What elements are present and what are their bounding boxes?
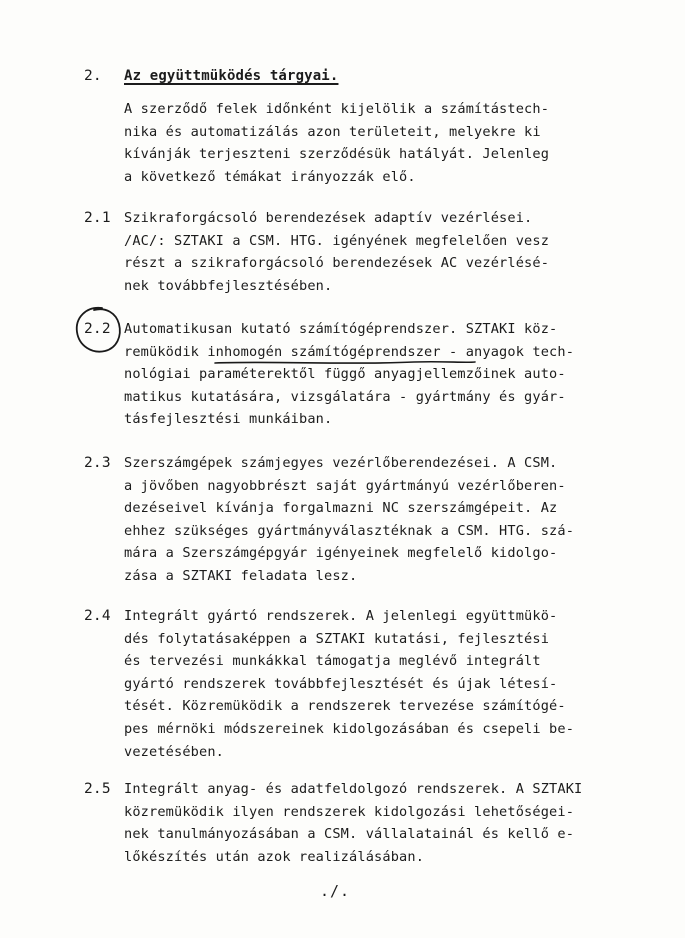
intro-line: kívánják terjeszteni szerződésük hatályát. Jelenleg [124,146,550,163]
item-line: Szerszámgépek számjegyes vezérlőberendezései. A CSM. [124,455,558,471]
item-line: /AC/: SZTAKI a CSM. HTG. igényének megfelelően vesz [124,232,550,249]
item-line: nek tanulmányozásában a CSM. vállalatainál és kellő e- [124,826,575,843]
item-line: Szikraforgácsoló berendezések adaptív vezérlései. [124,210,533,226]
item-number: 2.2 [84,321,111,337]
item-line: tését. Közremüködik a rendszerek tervezése számítógé- [124,698,566,715]
item-line: tásfejlesztési munkáiban. [124,411,333,428]
item-line: a jövőben nagyobbrészt saját gyártmányú vezérlőberen- [124,477,566,494]
item-number: 2.4 [84,608,111,624]
item-line: nológiai paraméterektől függő anyagjellemzőinek auto- [124,366,566,383]
item-line: Integrált anyag- és adatfeldolgozó rendszerek. A SZTAKI [124,781,583,797]
item-line: részt a szikraforgácsoló berendezések AC vezérlésé- [124,255,550,272]
item-line: pes mérnöki módszereinek kidolgozásában és csepeli be- [124,720,575,737]
section-number: 2. [84,68,102,84]
item-line: dezéseivel kívánja forgalmazni NC szerszámgépeit. Az [124,500,558,517]
item-line: remüködik inhomogén számítógéprendszer - anyagok tech- [124,343,575,360]
section-title: Az együttmüködés tárgyai. [124,68,339,84]
intro-line: nika és automatizálás azon területeit, melyekre ki [124,123,541,140]
item-line: mára a Szerszámgépgyár igényeinek megfelelő kidolgo- [124,545,558,562]
item-line: Automatikusan kutató számítógéprendszer. SZTAKI köz- [124,321,558,337]
handwritten-underline-mark [214,359,476,367]
item-line: lőkészítés után azok realizálásában. [124,848,425,865]
item-line: ehhez szükséges gyártmányválasztéknak a CSM. HTG. szá- [124,522,575,539]
handwritten-circle-mark [72,304,124,356]
intro-line: a következő témákat irányozzák elő. [124,168,416,185]
item-number: 2.5 [84,781,111,797]
item-line: közremüködik ilyen rendszerek kidolgozási lehetőségei- [124,803,575,820]
item-line: és tervezési munkákkal támogatja meglévő integrált [124,653,541,670]
item-line: zása a SZTAKI feladata lesz. [124,567,358,584]
item-line: matikus kutatására, vizsgálatára - gyártmány és gyár- [124,388,566,405]
item-line: dés folytatásaképpen a SZTAKI kutatási, fejlesztési [124,630,550,647]
item-line: Integrált gyártó rendszerek. A jelenlegi együttmükö- [124,608,558,624]
intro-line: A szerződő felek időnként kijelölik a számítástech- [124,101,550,117]
item-number: 2.1 [84,210,111,226]
continuation-mark: ./. [320,882,351,900]
item-line: nek továbbfejlesztésében. [124,277,333,294]
item-line: vezetésében. [124,743,225,760]
item-line: gyártó rendszerek továbbfejlesztését és újak létesí- [124,675,558,692]
item-number: 2.3 [84,455,111,471]
